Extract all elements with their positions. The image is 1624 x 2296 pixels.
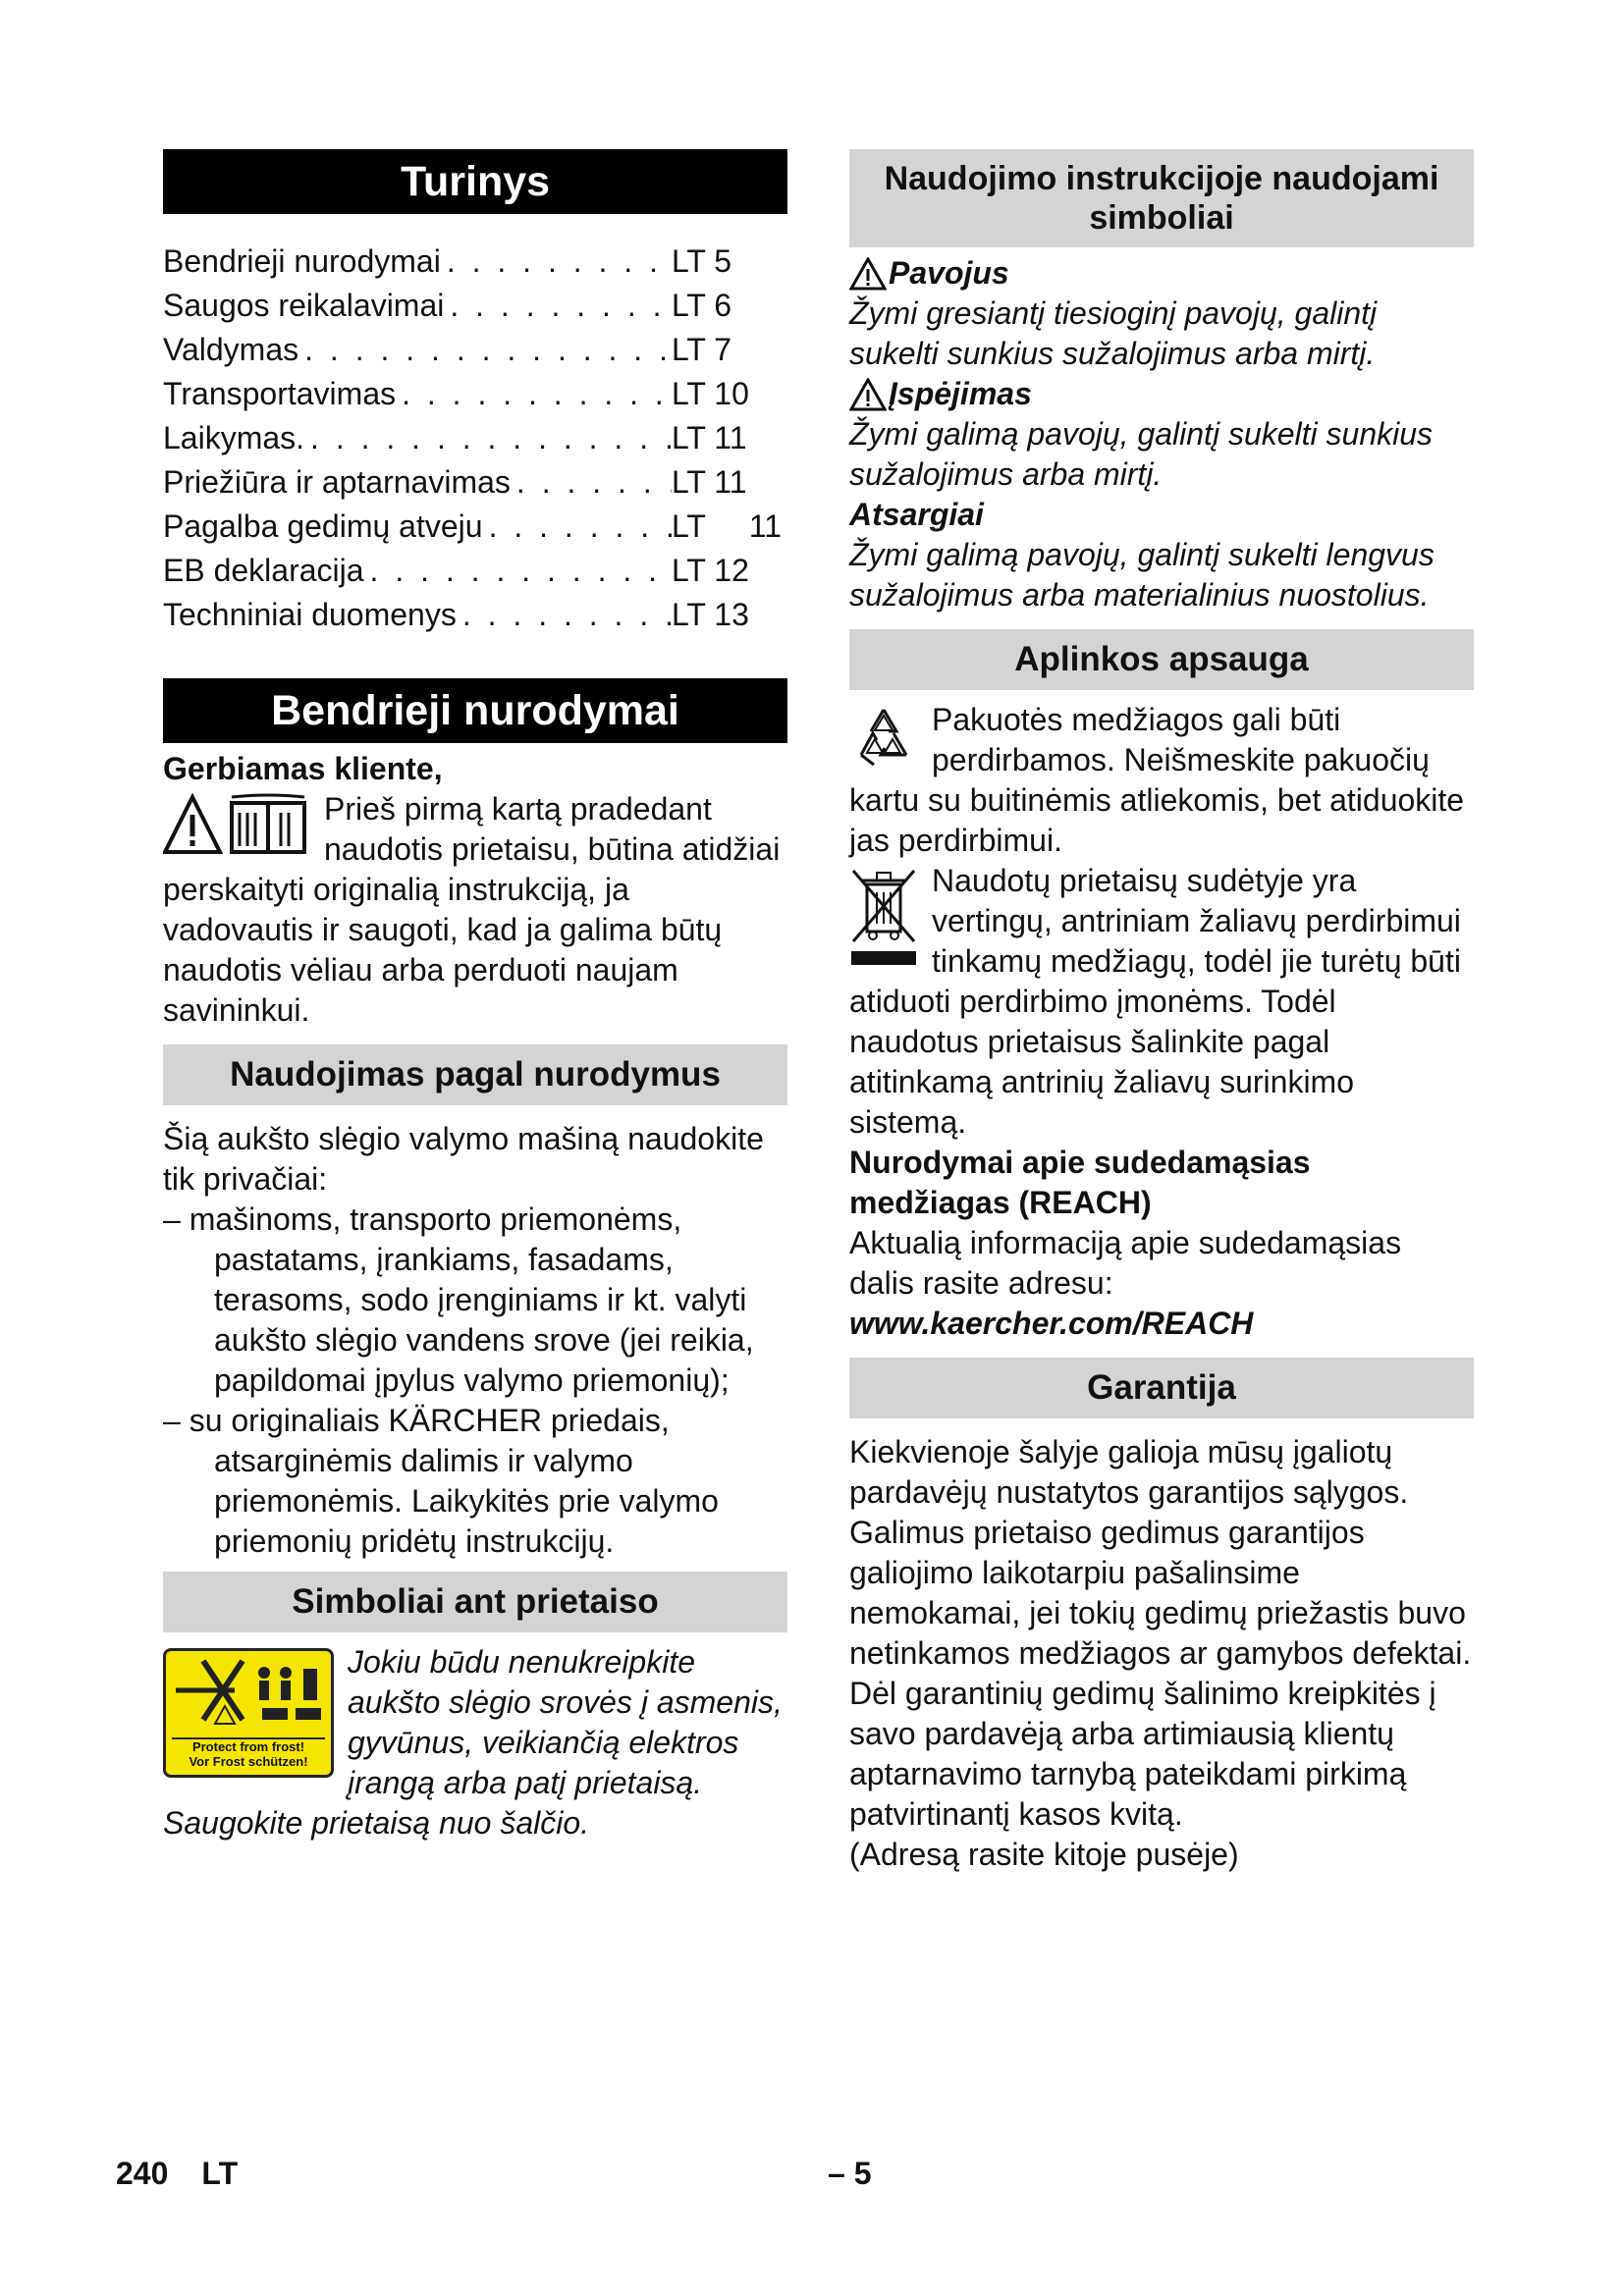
caution-title: Atsargiai xyxy=(849,497,984,532)
toc-item-page: LT 6 xyxy=(672,288,732,323)
toc-item-page: LT 5 xyxy=(672,243,732,279)
toc-item-label: Laikymas. xyxy=(163,420,305,455)
usage-title: Naudojimas pagal nurodymus xyxy=(163,1044,787,1105)
toc-item-page: LT 11 xyxy=(672,508,783,544)
crossed-bin-icon xyxy=(849,865,918,978)
toc-item-label: Saugos reikalavimai xyxy=(163,288,445,323)
left-column xyxy=(163,149,787,1843)
toc-title: Turinys xyxy=(163,149,787,214)
device-symbol-block xyxy=(163,1642,787,1803)
label-text-2: Vor Frost schützen! xyxy=(189,1754,308,1769)
toc-list xyxy=(163,240,787,637)
recycle-text: Pakuotės medžiagos gali būti perdirbamos. Neišmeskite pakuočių kartu su buitinėmis atliekomis, bet atiduokite jas perdirbimui. xyxy=(849,702,1465,858)
toc-item-label: Valdymas xyxy=(163,332,299,367)
greeting: Gerbiamas kliente, xyxy=(163,751,443,786)
danger-heading xyxy=(849,253,1474,294)
warranty-address: (Adresą rasite kitoje pusėje) xyxy=(849,1837,1239,1872)
toc-item-page: LT 11 xyxy=(672,420,747,455)
reach-text: Aktualią informaciją apie sudedamąsias dalis rasite adresu: xyxy=(849,1225,1402,1301)
toc-item[interactable] xyxy=(163,328,787,372)
list-item: – su originaliais KÄRCHER priedais, atsarginėmis dalimis ir valymo priemonėmis. Laikykitės prie valymo priemonių pridėtų instrukcijų. xyxy=(163,1403,719,1559)
toc-item-page: LT 11 xyxy=(672,464,747,500)
environment-title: Aplinkos apsauga xyxy=(849,629,1474,690)
toc-item[interactable] xyxy=(163,284,787,328)
toc-item-label: Transportavimas xyxy=(163,376,397,411)
general-title: Bendrieji nurodymai xyxy=(163,678,787,743)
toc-item-label: Bendrieji nurodymai xyxy=(163,243,441,279)
toc-item-label: Techniniai duomenys xyxy=(163,597,457,632)
recycle-block xyxy=(849,700,1474,861)
toc-item[interactable] xyxy=(163,416,787,460)
general-intro: Prieš pirmą kartą pradedant naudotis prietaisu, būtina atidžiai perskaityti originalią instrukciją, ja vadovautis ir saugoti, kad ja galima būtų naudotis vėliau arba perduoti naujam savininkui. xyxy=(163,791,781,1028)
device-symbols-title: Simboliai ant prietaiso xyxy=(163,1572,787,1632)
toc-item[interactable] xyxy=(163,505,787,549)
warning-triangle-icon xyxy=(163,793,310,858)
warning-heading xyxy=(849,374,1474,414)
usage-list xyxy=(163,1200,787,1562)
language-code: LT xyxy=(201,2156,239,2191)
warning-triangle-icon xyxy=(849,378,887,411)
manual-symbols-title: Naudojimo instrukcijoje naudojami simboliai xyxy=(849,149,1474,247)
danger-title: Pavojus xyxy=(889,255,1009,291)
warning-text: Žymi galimą pavojų, galintį sukelti sunkius sužalojimus arba mirtį. xyxy=(849,416,1434,492)
toc-item-page: LT 12 xyxy=(672,553,749,588)
sub-page-number: – 5 xyxy=(828,2156,872,2191)
toc-item-page: LT 10 xyxy=(672,376,749,411)
reach-link[interactable]: www.kaercher.com/REACH xyxy=(849,1306,1254,1341)
frost-text: Saugokite prietaisą nuo šalčio. xyxy=(163,1805,590,1841)
caution-heading xyxy=(849,495,1474,535)
label-text-1: Protect from frost! xyxy=(191,1739,305,1754)
list-item: – mašinoms, transporto priemonėms, pastatams, įrankiams, fasadams, terasoms, sodo įrenginiams ir kt. valyti aukšto slėgio vandens srove (jei reikia, papildomai įpylus valymo priemonių); xyxy=(163,1201,754,1398)
danger-text: Žymi gresiantį tiesioginį pavojų, galintį sukelti sunkius sužalojimus arba mirtį. xyxy=(849,295,1378,371)
warning-triangle-icon xyxy=(849,257,887,291)
toc-item-page: LT 7 xyxy=(672,332,732,367)
toc-item-label: Pagalba gedimų atveju xyxy=(163,508,483,544)
toc-item-label: EB deklaracija xyxy=(163,553,364,588)
caution-text: Žymi galimą pavojų, galintį sukelti lengvus sužalojimus arba materialinius nuostolius. xyxy=(849,537,1435,613)
right-column xyxy=(849,149,1474,1875)
warning-title: Įspėjimas xyxy=(889,376,1032,411)
reach-title: Nurodymai apie sudedamąsias medžiagas (REACH) xyxy=(849,1145,1311,1220)
page-number: 240 xyxy=(116,2156,169,2191)
toc-item[interactable] xyxy=(163,593,787,637)
toc-item-label: Priežiūra ir aptarnavimas xyxy=(163,464,511,500)
toc-item[interactable] xyxy=(163,460,787,505)
footer-page-info xyxy=(116,2156,238,2192)
toc-item-page: LT 13 xyxy=(672,597,749,632)
general-intro-block xyxy=(163,789,787,1031)
toc-item[interactable] xyxy=(163,372,787,416)
warranty-title: Garantija xyxy=(849,1358,1474,1418)
weee-text: Naudotų prietaisų sudėtyje yra vertingų, antriniam žaliavų perdirbimui tinkamų medžiagų, todėl jie turėtų būti atiduoti perdirbimo įmonėms. Todėl naudotus prietaisus šalinkite pagal atitinkamą antrinių žaliavų surinkimo sistemą. xyxy=(849,863,1461,1140)
weee-block xyxy=(849,861,1474,1143)
warranty-text: Kiekvienoje šalyje galioja mūsų įgaliotų pardavėjų nustatytos garantijos sąlygos. Galimus prietaiso gedimus garantijos galiojimo laikotarpiu pašalinsime nemokamai, jei tokių gedimų priežastis buvo netinkamos medžiagos ar gamybos defektai. Dėl garantinių gedimų šalinimo kreipkitės į savo pardavėją arba artimiausią klientų aptarnavimo tarnybą pateikdami pirkimą patvirtinantį kasos kvitą. xyxy=(849,1434,1472,1832)
high-pressure-label-icon xyxy=(163,1648,334,1778)
toc-item[interactable] xyxy=(163,549,787,593)
toc-item[interactable] xyxy=(163,240,787,284)
device-symbol-text: Jokiu būdu nenukreipkite aukšto slėgio srovės į asmenis, gyvūnus, veikiančią elektros įrangą arba patį prietaisą. xyxy=(348,1644,783,1800)
usage-intro: Šią aukšto slėgio valymo mašiną naudokite tik privačiai: xyxy=(163,1121,764,1197)
recycle-icon xyxy=(849,704,918,777)
warning-manual-icons xyxy=(163,793,310,863)
manual-book-icon xyxy=(232,795,304,852)
